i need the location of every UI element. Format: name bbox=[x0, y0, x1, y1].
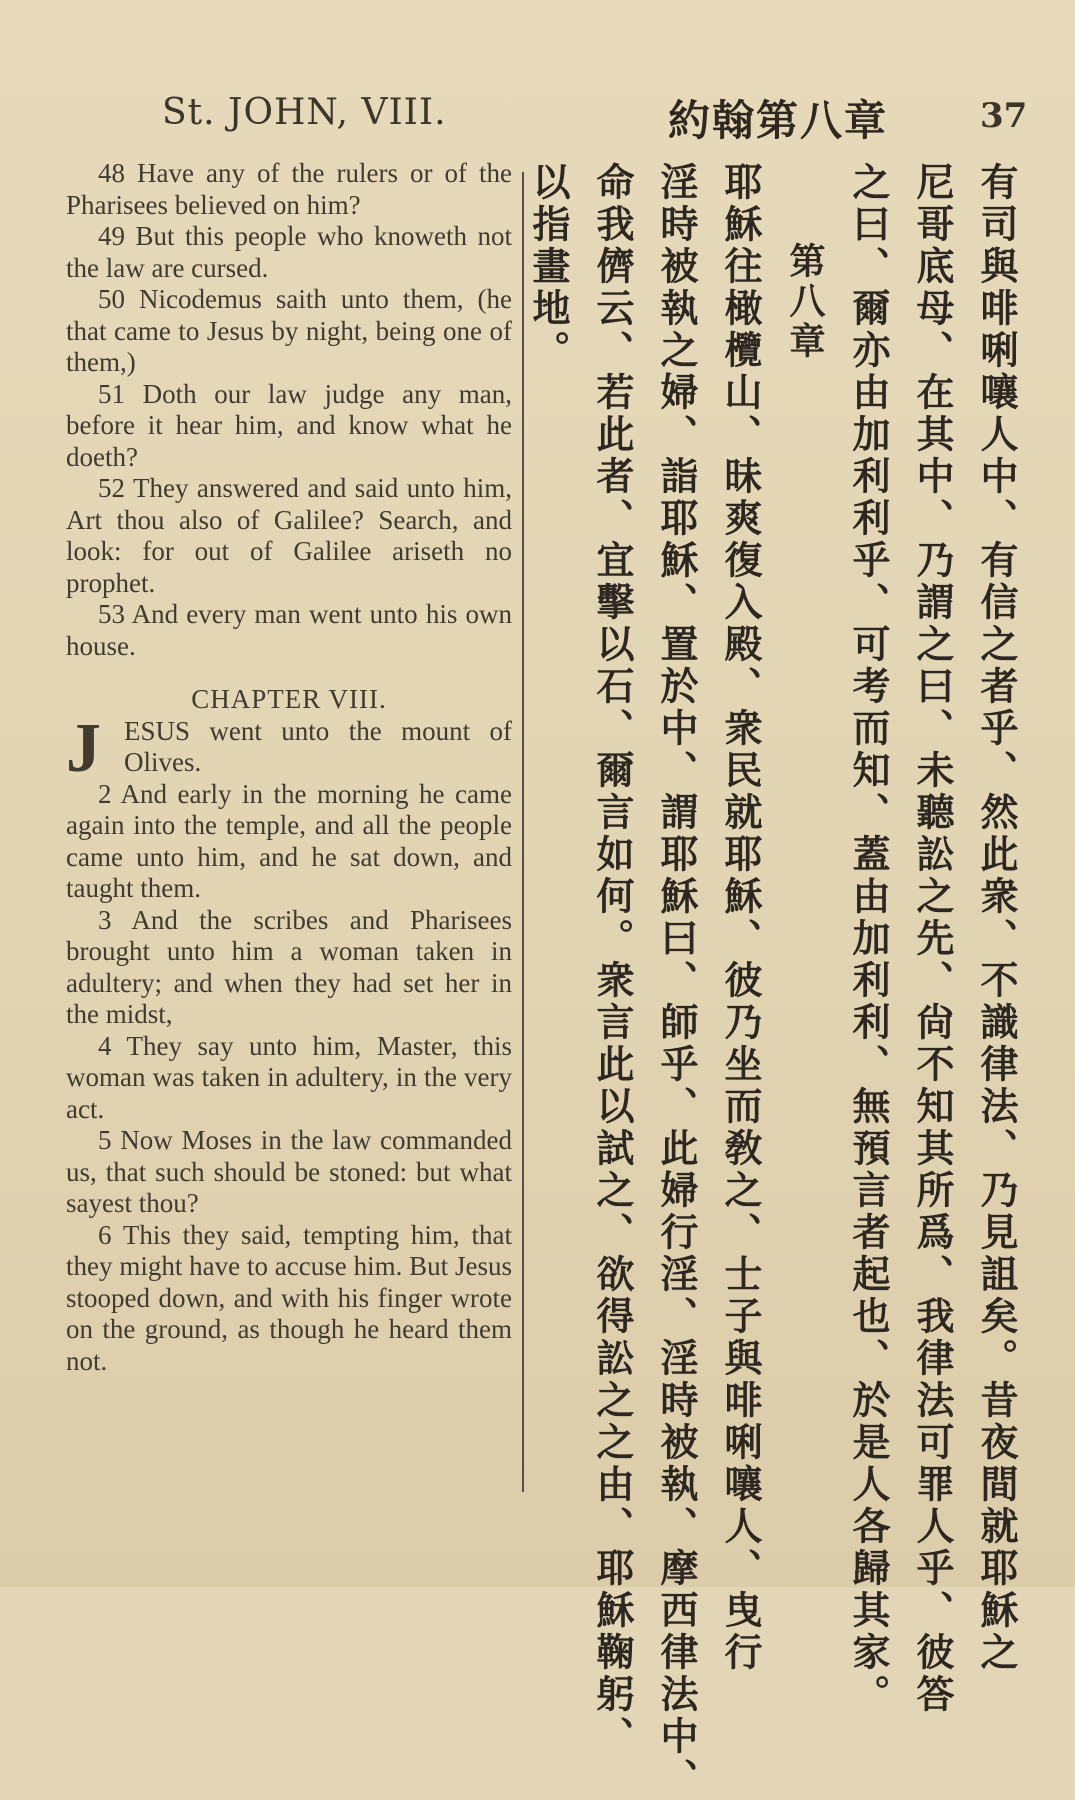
chinese-line-3: 之曰、爾亦由加利利乎、可考而知、蓋由加利利、無預言者起也、於是人各歸其家。 bbox=[846, 162, 890, 1716]
verse-5: 5 Now Moses in the law commanded us, that such should be stoned: but what sayest thou? bbox=[66, 1125, 512, 1218]
chinese-line-7: 以指畫地。 bbox=[526, 162, 570, 372]
verse-48: 48 Have any of the rulers or of the Pharisees believed on him? bbox=[66, 158, 512, 220]
verse-6: 6 This they said, tempting him, that they might have to accuse him. But Jesus stooped down, and with his finger wrote on the ground, as though he heard them not. bbox=[66, 1219, 512, 1376]
chinese-line-5: 淫時被執之婦、詣耶穌、置於中、謂耶穌曰、師乎、此婦行淫、淫時被執、摩西律法中、 bbox=[654, 162, 698, 1800]
chinese-line-6: 命我儕云、若此者、宜擊以石、爾言如何。衆言此以試之、欲得訟之之由、耶穌鞠躬、 bbox=[590, 162, 634, 1758]
english-column bbox=[66, 158, 512, 1377]
chinese-running-title: 約翰第八章 bbox=[668, 96, 889, 145]
chapter-heading: CHAPTER VIII. bbox=[191, 684, 387, 714]
verse-52: 52 They answered and said unto him, Art thou also of Galilee? Search, and look: for out of Galilee ariseth no prophet. bbox=[66, 473, 512, 598]
verse-49: 49 But this people who knoweth not the law are cursed. bbox=[66, 221, 512, 283]
verse-1-text: ESUS went unto the mount of Olives. bbox=[124, 715, 512, 777]
chinese-line-4: 耶穌往橄欖山、昧爽復入殿、衆民就耶穌、彼乃坐而敎之、士子與啡唎嚷人、曳行 bbox=[718, 162, 762, 1674]
page-number: 37 bbox=[980, 96, 1028, 136]
english-running-title: St. JOHN, VIII. bbox=[162, 92, 447, 133]
verse-3: 3 And the scribes and Pharisees brought unto him a woman taken in adultery; and when they had set her in the midst, bbox=[66, 904, 512, 1029]
chinese-line-1: 有司與啡唎嚷人中、有信之者乎、然此衆、不識律法、乃見詛矣。昔夜間就耶穌之 bbox=[974, 162, 1018, 1674]
verse-4: 4 They say unto him, Master, this woman was taken in adultery, in the very act. bbox=[66, 1030, 512, 1124]
drop-cap: J bbox=[66, 709, 101, 787]
verse-50: 50 Nicodemus saith unto them, (he that came to Jesus by night, being one of them,) bbox=[66, 284, 512, 377]
chinese-chapter-heading: 第八章 bbox=[784, 242, 825, 362]
verse-53: 53 And every man went unto his own house. bbox=[66, 599, 512, 661]
verse-51: 51 Doth our law judge any man, before it hear him, and know what he doeth? bbox=[66, 378, 512, 472]
verse-2: 2 And early in the morning he came again into the temple, and all the people came unto him, and he sat down, and taught them. bbox=[66, 778, 512, 903]
chinese-line-2: 尼哥底母、在其中、乃謂之曰、未聽訟之先、尙不知其所爲、我律法可罪人乎、彼答 bbox=[910, 162, 954, 1716]
chinese-column bbox=[526, 162, 1022, 1800]
verse-1 bbox=[66, 709, 512, 787]
